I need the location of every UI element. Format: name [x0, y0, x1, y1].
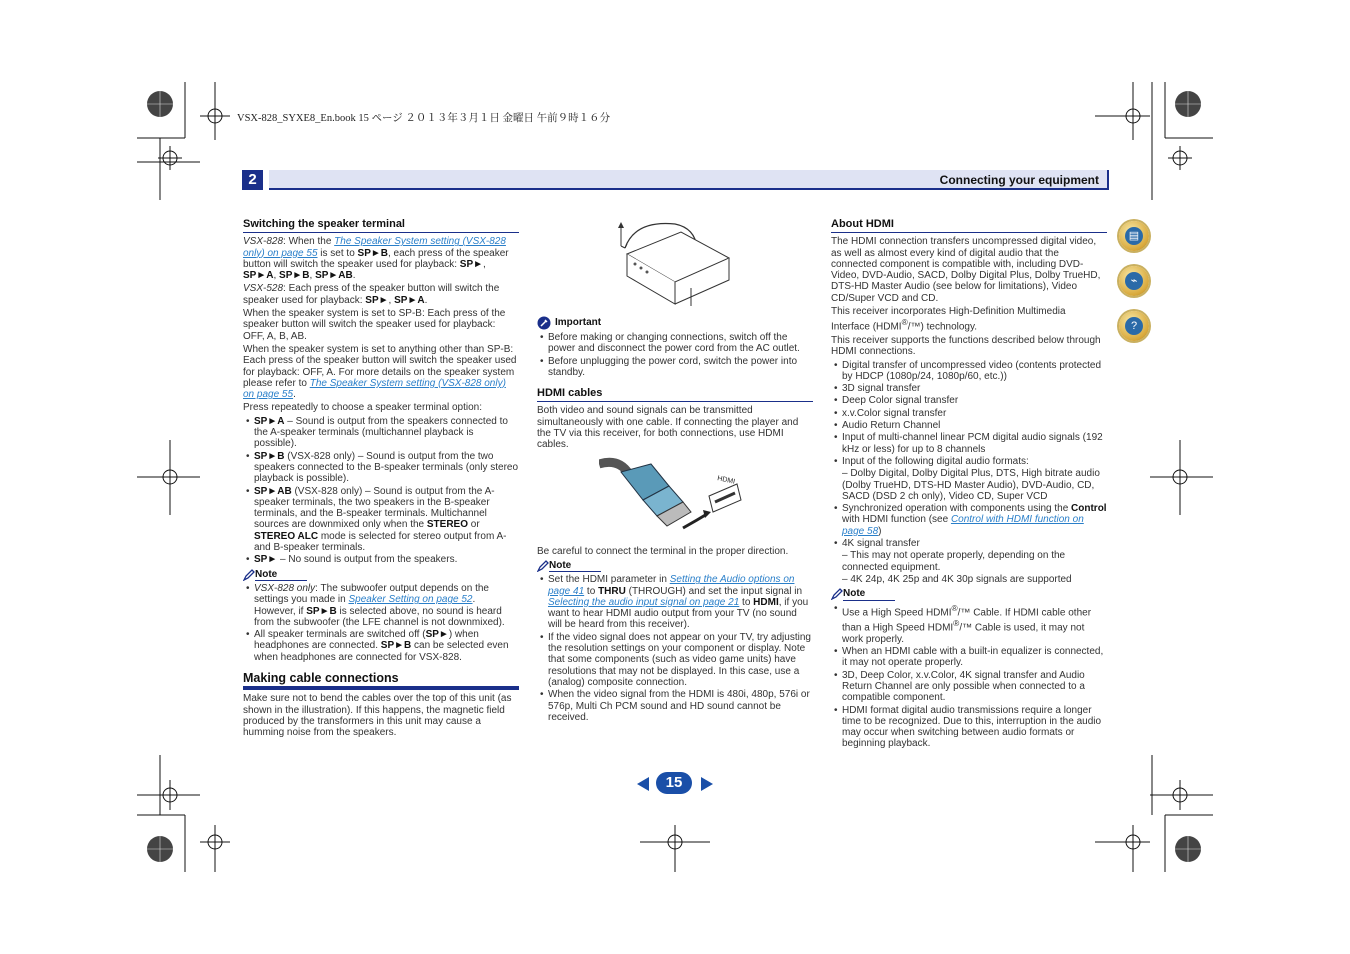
important-header: Important: [537, 316, 813, 330]
list-item: • SP►A – Sound is output from the speakers connected to the A-speaker terminals (multichannel playback is possible).: [243, 416, 519, 450]
list-item: • When the video signal from the HDMI is 480i, 480p, 576i or 576p, Multi Ch PCM sound and HD sound cannot be received.: [537, 689, 813, 723]
caption: Be careful to connect the terminal in the proper direction.: [537, 545, 789, 557]
list-item: • 4K signal transfer: [831, 538, 1107, 549]
list-item: • x.v.Color signal transfer: [831, 408, 1107, 419]
paragraph: The HDMI connection transfers uncompressed digital video, as well as almost every kind of digital audio that the connected component is compatible with, including DVD-Video, DVD-Audio, SACD, Dolby Digital Plus, Dolby TrueHD, DTS-HD Master Audio (see below for limitations), Video CD/Super VCD and CD.: [831, 236, 1101, 304]
list-item: • Input of multi-channel linear PCM digital audio signals (192 kHz or less) for up to 8 channels: [831, 432, 1107, 455]
header-band: [269, 170, 1109, 190]
pencil-icon: [243, 569, 255, 581]
note-header: Note: [243, 569, 519, 581]
link-audio-options[interactable]: Setting the Audio options on page 41: [548, 574, 795, 597]
list-item: • Deep Color signal transfer: [831, 395, 1107, 406]
book-button[interactable]: [1119, 221, 1149, 251]
page-number: 15: [656, 772, 692, 794]
list-item: • 3D, Deep Color, x.v.Color, 4K signal transfer and Audio Return Channel are only possible when connected to a compatible component.: [831, 670, 1107, 704]
help-icon: ?: [1125, 317, 1143, 335]
speaker-option-list: [243, 416, 519, 566]
list-item: • Before unplugging the power cord, switch the power into standby.: [537, 356, 813, 379]
note-header: Note: [537, 560, 813, 572]
pencil-icon: [831, 588, 843, 600]
column-middle: [537, 316, 813, 725]
next-page-arrow-icon[interactable]: [700, 776, 714, 792]
list-item: • Before making or changing connections, switch off the power and disconnect the power cord from the AC outlet.: [537, 332, 813, 355]
book-icon: ▤: [1125, 227, 1143, 245]
hdmi-plug-illustration: [599, 456, 749, 536]
link-speaker-setting[interactable]: Speaker Setting on page 52: [348, 594, 473, 606]
plug-button[interactable]: [1119, 266, 1149, 296]
column-left: [243, 219, 519, 740]
important-list: [537, 332, 813, 378]
note-list: [537, 574, 813, 723]
column-right: [831, 219, 1107, 752]
book-meta-line: VSX-828_SYXE8_En.book 15 ページ ２０１３年３月１日 金曜日 午前９時１６分: [237, 113, 611, 124]
section-heading-making: Making cable connections: [243, 673, 519, 690]
link-speaker-system-setting[interactable]: The Speaker System setting (VSX-828 only) on page 55: [243, 236, 506, 259]
list-item: • 3D signal transfer: [831, 383, 1107, 394]
important-icon: [537, 316, 551, 330]
paragraph: VSX-828: When the The Speaker System setting (VSX-828 only) on page 55 is set to SP►B, each press of the speaker button will switch the speaker used for playback: SP►, SP►A, SP►B, SP►AB.: [243, 236, 509, 282]
link-control-hdmi[interactable]: Control with HDMI function on page 58: [842, 514, 1084, 537]
list-item: • Input of the following digital audio formats:: [831, 456, 1107, 467]
pencil-icon: [537, 560, 549, 572]
list-subitem: – Dolby Digital, Dolby Digital Plus, DTS, High bitrate audio (Dolby TrueHD, DTS-HD Master Audio), DVD-Audio, CD, SACD (DSD 2 ch only), Video CD, Super VCD: [842, 468, 1100, 502]
section-heading-about-hdmi: About HDMI: [831, 219, 1107, 233]
list-item: • Audio Return Channel: [831, 420, 1107, 431]
chapter-number: 2: [242, 170, 263, 190]
paragraph: Press repeatedly to choose a speaker terminal option:: [243, 402, 483, 414]
paragraph: This receiver incorporates High-Definition Multimedia Interface (HDMI®/™) technology.: [831, 306, 1066, 333]
paragraph: Both video and sound signals can be transmitted simultaneously with one cable. If connecting the player and the TV via this receiver, for both connections, use HDMI cables.: [537, 405, 799, 451]
help-button[interactable]: [1119, 311, 1149, 341]
list-item: • VSX-828 only: The subwoofer output depends on the settings you made in Speaker Setting on page 52. However, if SP►B is selected above, no sound is heard from the subwoofer (the LFE channel is not downmixed).: [243, 583, 519, 628]
paragraph: This receiver supports the functions described below through HDMI connections.: [831, 335, 1101, 358]
list-item: • HDMI format digital audio transmissions require a longer time to be recognized. Due to this, interruption in the audio may occur when switching between audio formats or beginning playback.: [831, 705, 1107, 750]
list-item: • SP►AB (VSX-828 only) – Sound is output from the A-speaker terminals, the two speakers in the B-speaker terminals, and the B-speaker terminals. Multichannel sources are downmixed only when the STEREO or STEREO ALC mode is selected for stereo output from A- and B-speaker terminals.: [243, 486, 519, 554]
list-item: • Set the HDMI parameter in Setting the Audio options on page 41 to THRU (THROUGH) and set the input signal in Selecting the audio input signal on page 21 to HDMI, if you want to hear HDMI audio output from your TV (no sound will be heard from this receiver).: [537, 574, 813, 630]
list-item: • Use a High Speed HDMI®/™ Cable. If HDMI cable other than a High Speed HDMI®/™ Cable is used, it may not work properly.: [831, 603, 1107, 646]
hdmi-label: HDMI: [716, 474, 736, 486]
list-item: • SP►B (VSX-828 only) – Sound is output from the two speakers connected to the B-speaker terminals (only stereo playback is possible).: [243, 451, 519, 485]
chapter-title: Connecting your equipment: [939, 173, 1099, 187]
paragraph: When the speaker system is set to anything other than SP-B: Each press of the speaker button will switch the speaker used for playback: OFF, A. For more details on the speaker system please refer to The Speaker System setting (VSX-828 only) on page 55.: [243, 343, 517, 401]
paragraph: When the speaker system is set to SP-B: Each press of the speaker button will switch the speaker used for playback: OFF, A, B, AB.: [243, 308, 506, 342]
page-navigation: [636, 772, 716, 796]
link-audio-input-signal[interactable]: Selecting the audio input signal on page 21: [548, 596, 740, 608]
paragraph: Make sure not to bend the cables over the top of this unit (as shown in the illustration). If this happens, the magnetic field produced by the transformers in this unit may cause a humming noise from the speakers.: [243, 693, 512, 739]
list-item: • When an HDMI cable with a built-in equalizer is connected, it may not operate properly.: [831, 646, 1107, 669]
note-list: [243, 583, 519, 663]
section-heading-hdmi-cables: HDMI cables: [537, 388, 813, 402]
note-header: Note: [831, 588, 1107, 600]
list-item: • Digital transfer of uncompressed video (contents protected by HDCP (1080p/24, 1080p/60, etc.)): [831, 360, 1107, 383]
list-subitem: – 4K 24p, 4K 25p and 4K 30p signals are supported: [842, 573, 1072, 585]
prev-page-arrow-icon[interactable]: [636, 776, 650, 792]
receiver-cable-illustration: [595, 218, 735, 310]
section-heading-switching: Switching the speaker terminal: [243, 219, 519, 233]
plug-icon: ⌁: [1125, 272, 1143, 290]
hdmi-feature-list: [831, 360, 1107, 586]
note-list: [831, 603, 1107, 750]
chapter-header: [242, 170, 1109, 190]
link-speaker-system-setting-2[interactable]: The Speaker System setting (VSX-828 only) on page 55: [243, 377, 506, 401]
list-item: • If the video signal does not appear on your TV, try adjusting the resolution settings on your component or display. Note that some components (such as video game units) have resolutions that may not be displayed. In this case, use a (analog) composite connection.: [537, 632, 813, 688]
paragraph: VSX-528: Each press of the speaker button will switch the speaker used for playback: SP►, SP►A.: [243, 283, 500, 306]
list-item: • SP► – No sound is output from the speakers.: [243, 554, 519, 565]
list-item: • Synchronized operation with components using the Control with HDMI function (see Control with HDMI function on page 58): [831, 503, 1107, 537]
list-item: • All speaker terminals are switched off (SP►) when headphones are connected. SP►B can be selected even when headphones are connected for VSX-828.: [243, 629, 519, 663]
list-subitem: – This may not operate properly, depending on the connected equipment.: [842, 550, 1066, 573]
